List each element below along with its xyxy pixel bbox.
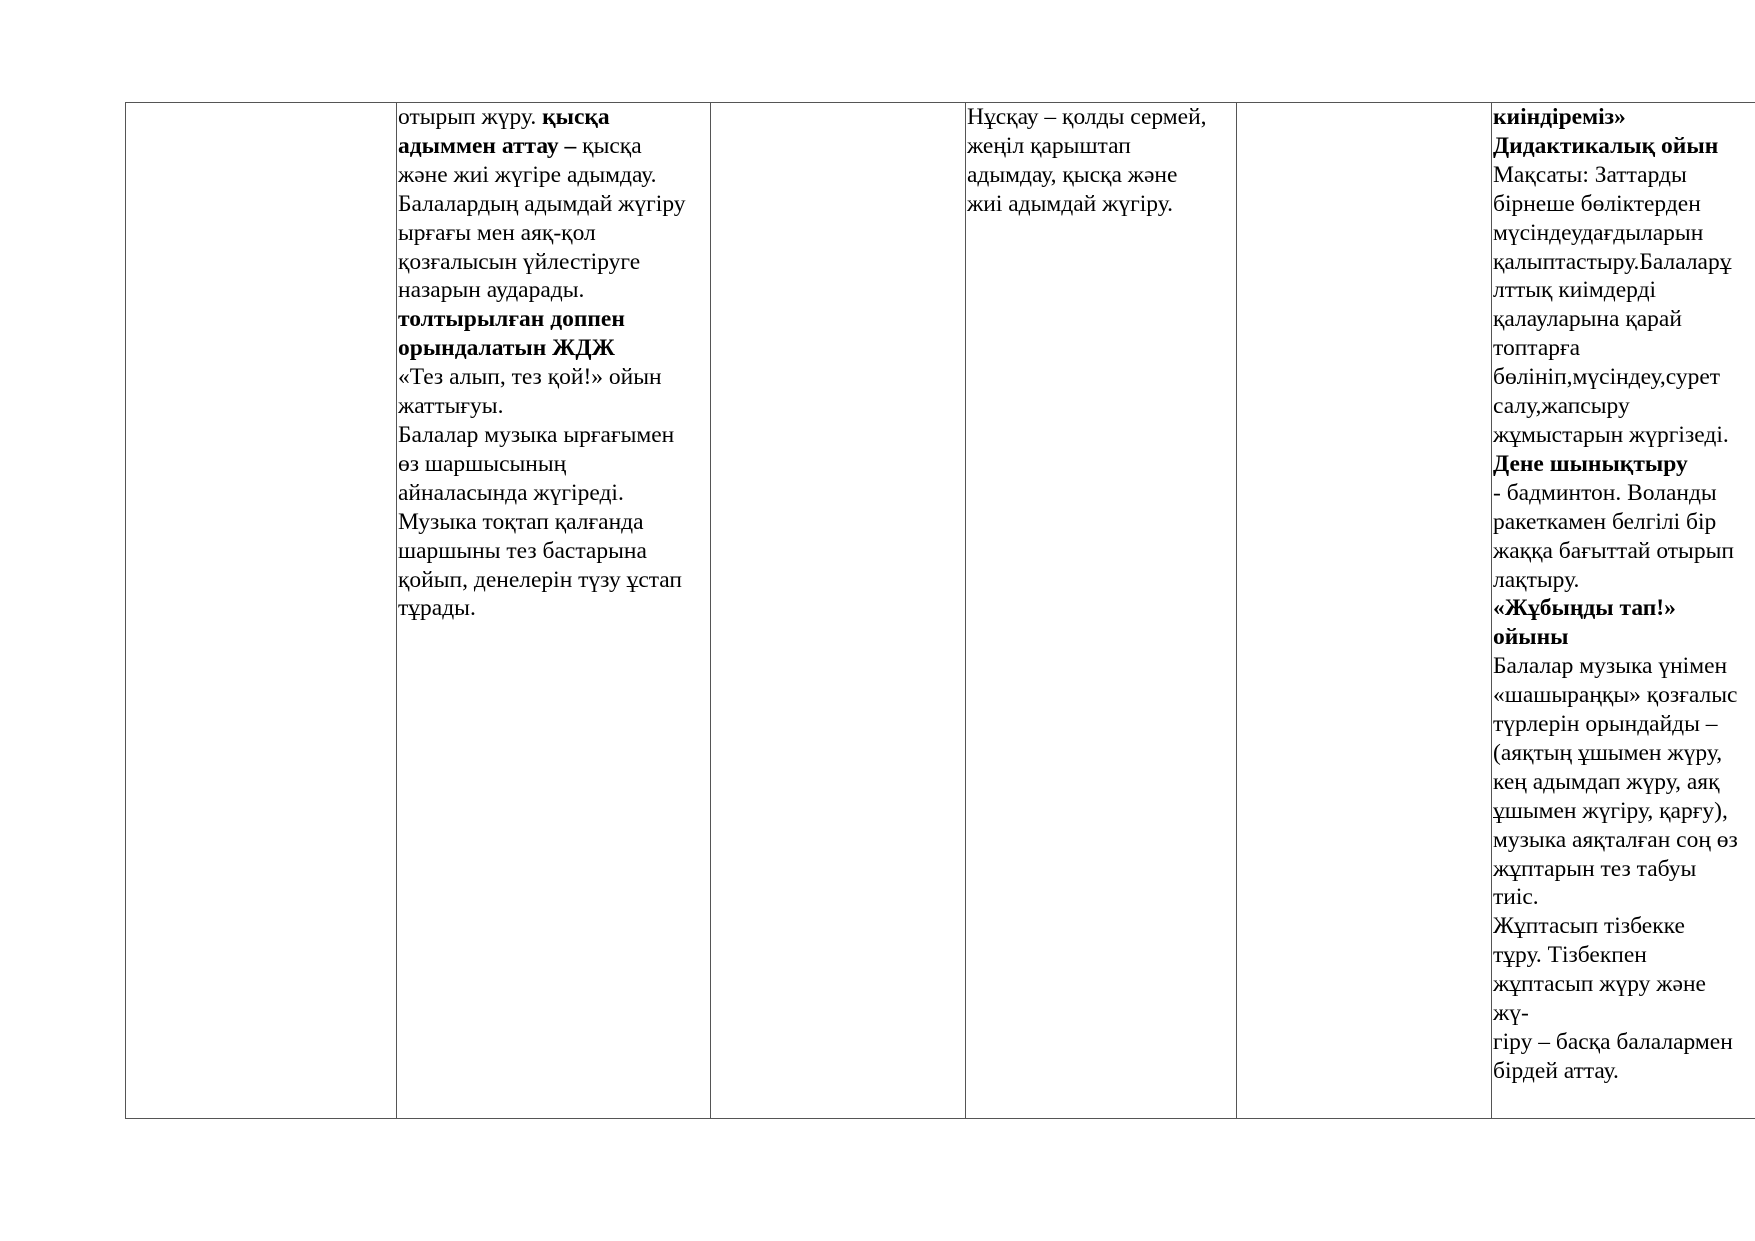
text-line: музыка аяқталған соң өз: [1493, 826, 1738, 853]
text-line: шаршыны тез бастарына: [398, 537, 647, 564]
text-line: бөлініп,мүсіндеу,сурет: [1493, 364, 1721, 391]
table-cell-col1: [126, 103, 397, 1119]
bold-run: қысқа: [542, 104, 610, 130]
text-line: Балалар музыка үнімен: [1493, 653, 1728, 680]
text-line: жұптарын тез табуы: [1493, 855, 1697, 882]
text-run: қысқа: [576, 132, 642, 159]
text-line: және жиі жүгіре адымдау.: [398, 161, 657, 188]
text-line: Балалар музыка ырғағымен: [398, 421, 675, 448]
text-run: отырып жүру.: [398, 104, 543, 130]
text-line: гіру – басқа балалармен: [1493, 1029, 1733, 1055]
table-cell-col3: [711, 103, 966, 1119]
text-line: лттық киімдерді: [1493, 277, 1657, 304]
text-line: Балалардың адымдай жүгіру: [398, 190, 686, 217]
text-line: Жұптасып тізбекке: [1493, 913, 1685, 940]
text-line: жаққа бағыттай отырып: [1493, 537, 1734, 564]
text-line: жұмыстарын жүргізеді.: [1493, 421, 1729, 448]
text-line: түрлерін орындайды –: [1493, 711, 1718, 738]
text-line: [398, 103, 709, 132]
text-line: қалауларына қарай: [1493, 306, 1682, 333]
table-row: [126, 103, 1755, 1119]
table-cell-col6: [1492, 103, 1755, 1119]
text-line: тиіс.: [1493, 884, 1539, 911]
text-line: қозғалысын үйлестіруге: [398, 248, 641, 275]
text-line: тұрады.: [398, 595, 476, 622]
text-line: салу,жапсыру: [1493, 393, 1630, 420]
text-line: қойып, денелерін түзу ұстап: [398, 566, 683, 593]
text-line: «Тез алып, тез қой!» ойын: [398, 364, 662, 391]
text-line: [398, 132, 709, 161]
bold-line: киіндіреміз»: [1493, 104, 1626, 130]
text-line: жеңіл қарыштап: [967, 132, 1131, 159]
text-line: кең адымдап жүру, аяқ: [1493, 768, 1720, 795]
bold-line: толтырылған доппен: [398, 306, 625, 333]
text-line: «шашыраңқы» қозғалыс: [1493, 682, 1738, 709]
text-line: Мақсаты: Заттарды: [1493, 161, 1687, 188]
bold-line: орындалатын ЖДЖ: [398, 335, 615, 362]
text-line: бірнеше бөліктерден: [1493, 190, 1701, 217]
text-line: жү-: [1493, 1000, 1529, 1027]
table-cell-col4: [966, 103, 1237, 1119]
text-line: өз шаршысының: [398, 450, 567, 477]
text-line: назарын аударады.: [398, 277, 585, 304]
text-line: жиі адымдай жүгіру.: [967, 190, 1173, 217]
text-line: (аяқтың ұшымен жүру,: [1493, 739, 1723, 766]
text-line: қалыптастыру.Балаларұ: [1493, 248, 1732, 275]
text-line: адымдау, қысқа және: [967, 161, 1178, 188]
text-line: лақтыру.: [1493, 566, 1580, 593]
text-line: бірдей аттау.: [1493, 1057, 1619, 1084]
text-line: топтарға: [1493, 335, 1581, 362]
bold-line: «Жұбыңды тап!»: [1493, 595, 1676, 622]
text-line: ракеткамен белгілі бір: [1493, 508, 1717, 535]
bold-line: Дене шынықтыру: [1493, 450, 1688, 477]
text-line: тұру. Тізбекпен: [1493, 942, 1647, 969]
text-line: ырғағы мен аяқ-қол: [398, 219, 596, 246]
lesson-plan-table: [125, 102, 1755, 1119]
bold-line: ойыны: [1493, 624, 1569, 651]
text-line: жаттығуы.: [398, 393, 504, 420]
bold-run: адыммен аттау –: [398, 132, 577, 159]
text-line: жұптасып жүру және: [1493, 971, 1706, 998]
table-cell-col2: [397, 103, 711, 1119]
text-line: ұшымен жүгіру, қарғу),: [1493, 797, 1728, 824]
text-line: - бадминтон. Воланды: [1493, 479, 1717, 506]
text-line: мүсіндеудағдыларын: [1493, 219, 1704, 246]
text-line: Нұсқау – қолды сермей,: [967, 104, 1207, 130]
text-line: айналасында жүгіреді.: [398, 479, 624, 506]
table-cell-col5: [1237, 103, 1492, 1119]
bold-line: Дидактикалық ойын: [1493, 132, 1719, 159]
text-line: Музыка тоқтап қалғанда: [398, 508, 644, 535]
